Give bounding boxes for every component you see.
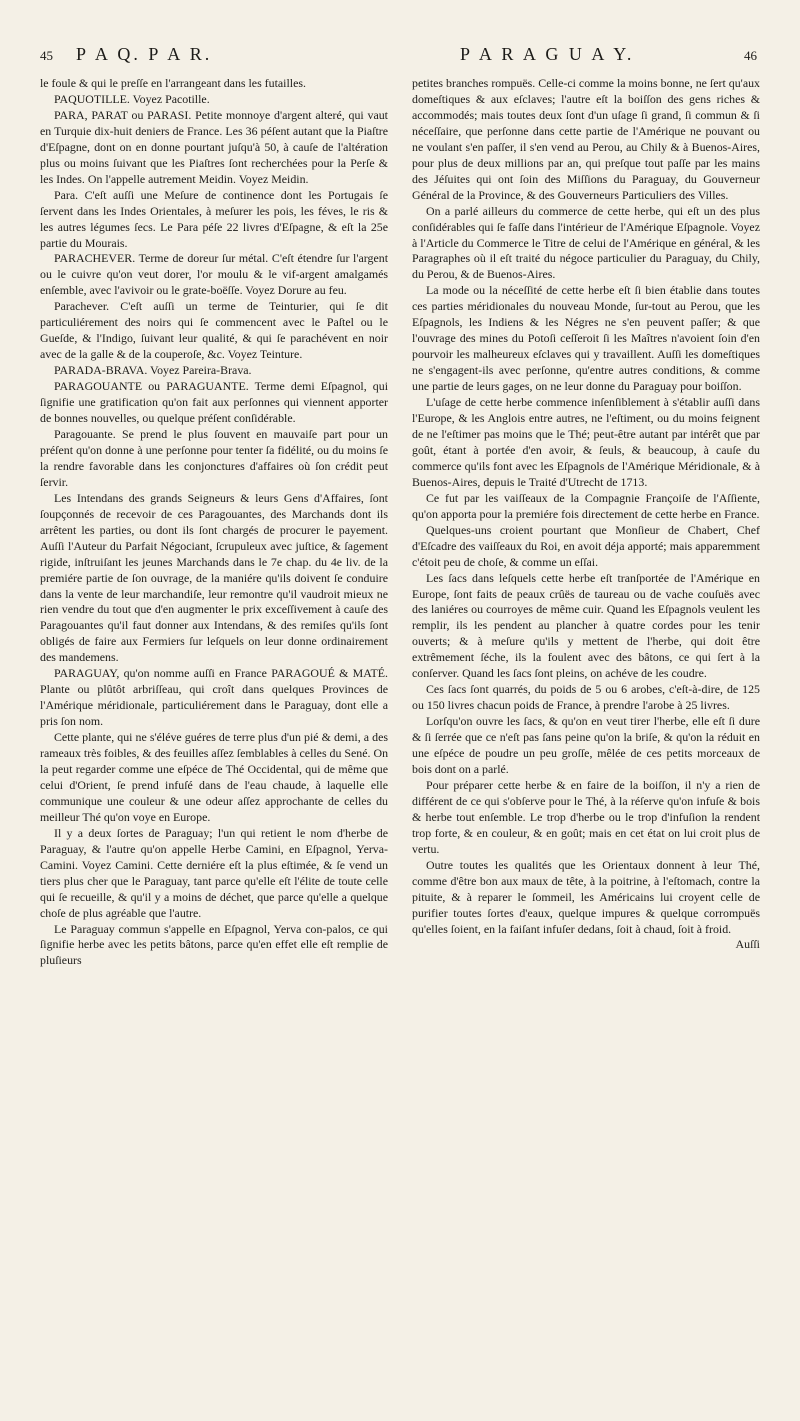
left-column: [40, 76, 388, 1408]
paragraph: Quelques-uns croient pourtant que Monſieur de Chabert, Chef d'Eſcadre des vaiſſeaux du Roi, en avoit déja apporté; mais apparemment c'étoit peu de choſe, & comme un eſſai.: [412, 522, 760, 569]
entry-para: PARA, PARAT ou PARASI. Petite monnoye d'argent alteré, qui vaut en Turquie dix-huit deniers de France. Les 36 péſent autant que la Piaſtre d'Eſpagne, dont on en donne pourtant juſqu'à 50, à cauſe de l'altération plus ou moins ſuivant que les Piaſtres ſont recherchées pour la Perſe & les Indes. On l'appelle autrement Meidin. Voyez Meidin.: [40, 107, 388, 186]
paragraph: Outre toutes les qualités que les Orientaux donnent à leur Thé, comme d'être bon aux maux de tête, à la poitrine, à l'eſtomach, contre la pituite, & à reparer le ſommeil, les Américains lui croyent celle de purifier toutes ſortes d'eaux, quelque impures & quelque corrompuës qu'elles ſoient, en la faiſant infuſer dedans, ſoit à chaud, ſoit à froid.: [412, 857, 760, 936]
right-running-head: P A R A G U A Y.: [460, 44, 635, 64]
entry-paquotille: PAQUOTILLE. Voyez Pacotille.: [54, 91, 210, 106]
right-column: [412, 76, 760, 1408]
page-header: [0, 44, 800, 68]
right-page-number: 46: [744, 48, 757, 63]
paragraph: Cette plante, qui ne s'éléve guéres de terre plus d'un pié & demi, a des rameaux très foibles, & des feuilles aſſez ſemblables à celles du Sené. On la peut regarder comme une eſpéce de Thé Occidental, qui de même que celui d'Orient, ſe prend infuſé dans de l'eau chaude, à laquelle elle communique une couleur & une odeur aſſez approchante de celles du meilleur Thé qu'on voye en Europe.: [40, 730, 388, 824]
entry-parada-brava: PARADA-BRAVA. Voyez Pareira-Brava.: [54, 363, 252, 378]
paragraph: petites branches rompuës. Celle-ci comme la moins bonne, ne ſert qu'aux domeſtiques & aux eſclaves; l'autre eſt la boiſſon des gens riches & accommodés; mais toutes deux ſont d'un uſage ſi grand, ſi commun & ſi néceſſaire, que perſonne dans cette partie de l'Amérique ne pouvant ou ne voulant s'en paſſer, il s'en vend au Perou, au Chily & à Buenos-Aires, pour plus de deux millions par an, qui preſque tout paſſe par les mains des Jéſuites qui ont ſoin des Miſſions du Paraguay, du Gouverneur Général de la Province, & des Gouverneurs Particuliers des Villes.: [412, 76, 760, 202]
paragraph: Ce fut par les vaiſſeaux de la Compagnie Françoiſe de l'Aſſiente, qu'on apporta pour la premiére fois directement de cette herbe en France.: [412, 490, 760, 521]
paragraph: La mode ou la néceſſité de cette herbe eſt ſi bien établie dans toutes ces parties méridionales du nouveau Monde, ſur-tout au Perou, que les Eſpagnols, les Indiens & les Négres ne s'en peuvent paſſer; & que l'ouvrage des mines du Potoſi ceſſeroit ſi les Maîtres n'avoient ſoin d'en pourvoir les malheureux eſclaves qui y travaillent. Auſſi les domeſtiques ne s'engagent-ils avec perſonne, qu'entre autres conditions, & comme une partie de leurs gages, on ne leur donne du Paraguay pour boiſſon.: [412, 283, 760, 394]
paragraph: Para. C'eſt auſſi une Meſure de continence dont les Portugais ſe ſervent dans les Indes Orientales, à meſurer les pois, les féves, le ris & les autres légumes ſecs. Le Para péſe 22 livres d'Eſpagne, & eſt la 25e partie du Mourais.: [40, 187, 388, 250]
paragraph: Lorſqu'on ouvre les ſacs, & qu'on en veut tirer l'herbe, elle eſt ſi dure & ſi ſerrée que ce n'eſt pas ſans peine qu'on la briſe, & qu'on la réduit en une eſpéce de poudre un peu groſſe, mêlée de ces petits morceaux de bois dont on a parlé.: [412, 714, 760, 776]
entry-paragouante: PARAGOUANTE ou PARAGUANTE. Terme demi Eſpagnol, qui ſignifie une gratification qu'on fait aux perſonnes qui viennent apporter de bonnes nouvelles, ou quelque préſent conſidérable.: [40, 379, 388, 426]
paragraph: Les ſacs dans leſquels cette herbe eſt tranſportée de l'Amérique en Europe, ſont faits de peaux crûës de taureau ou de vache couſuës avec des laniéres ou courroyes de même cuir. Quand les Eſpagnols veulent les remplir, ils les pendent au plancher à quatre cordes pour les tenir ouverts; & à meſure qu'ils y mettent de l'herbe, qui doit être extrêmement ſéche, ils la foulent avec des bâtons, ce qui ſert à la conſerver. Quand les ſacs ſont pleins, on achéve de les coudre.: [412, 570, 760, 681]
paragraph: Ces ſacs ſont quarrés, du poids de 5 ou 6 arobes, c'eſt-à-dire, de 125 ou 150 livres chacun poids de France, à prendre l'arobe à 25 livres.: [412, 682, 760, 713]
paragraph: On a parlé ailleurs du commerce de cette herbe, qui eſt un des plus conſidérables qui ſe faſſe dans l'intérieur de l'Amérique Eſpagnole. Voyez à l'Article du Commerce le Titre de celui de l'Amérique en général, & les Paragraphes où il eſt traité du négoce particulier du Paraguay, du Chily, du Perou, & de Buenos-Aires.: [412, 203, 760, 282]
catchword: Auſſi: [735, 937, 760, 952]
entry-paraguay: PARAGUAY, qu'on nomme auſſi en France PARAGOUÉ & MATÉ. Plante ou plûtôt arbriſſeau, qui croît dans quelques Provinces de l'Amérique méridionale, particuliérement dans le Paraguay, dont elle a pris ſon nom.: [40, 666, 388, 729]
entry-parachever: PARACHEVER. Terme de doreur ſur métal. C'eſt étendre ſur l'argent ou le cuivre qu'on veut dorer, l'or moulu & le vif-argent amalgamés enſemble, avec l'avivoir ou le grate-boëſſe. Voyez Dorure au feu.: [40, 251, 388, 298]
paragraph: Pour préparer cette herbe & en faire de la boiſſon, il n'y a rien de différent de ce qui s'obſerve pour le Thé, à la réſerve qu'on infuſe & bois & herbe tout enſemble. Le trop d'herbe ou le trop d'infuſion la rendent trop forte, & en couleur, & en goût; mais en cet état on lui croit plus de vertu.: [412, 777, 760, 856]
paragraph: Paragouante. Se prend le plus ſouvent en mauvaiſe part pour un préſent qu'on donne à une perſonne pour tenter ſa fidélité, ou du moins ſe la rendre favorable dans les conjonctures d'affaires où ſon crédit peut ſervir.: [40, 426, 388, 489]
paragraph: le foule & qui le preſſe en l'arrangeant dans les futailles.: [40, 76, 306, 90]
paragraph: Parachever. C'eſt auſſi un terme de Teinturier, qui ſe dit particuliérement des noirs qui ſe commencent avec le Paſtel ou le Gueſde, & l'Indigo, ſuivant leur qualité, & qui ſe parachévent en noir avec de la galle & de la couperoſe, &c. Voyez Teinture.: [40, 299, 388, 362]
left-page-number: 45: [40, 48, 53, 63]
paragraph: Il y a deux ſortes de Paraguay; l'un qui retient le nom d'herbe de Paraguay, & l'autre qu'on appelle Herbe Camini, en Eſpagnol, Yerva-Camini. Voyez Camini. Cette derniére eſt la plus eſtimée, & ſe vend un tiers plus cher que le Paraguay, tant parce qu'elle eſt l'élite de toute celle qui ſe recueille, & qu'il y a moins de déchet, que parce qu'elle a quelque choſe de plus agréable que l'autre.: [40, 825, 388, 920]
paragraph: L'uſage de cette herbe commence inſenſiblement à s'établir auſſi dans l'Europe, & les Anglois entre autres, ne l'eſtiment, ou du moins feignent de ne l'eſtimer pas moins que le Thé; peut-être autant par intérêt que par goût, étant à portée d'en avoir, & ſeuls, & beaucoup, à cauſe du commerce qu'ils font avec les Eſpagnols de l'Amérique Méridionale, & à Buenos-Aires, depuis le Traité d'Utrecht de 1713.: [412, 395, 760, 489]
paragraph: Les Intendans des grands Seigneurs & leurs Gens d'Affaires, ſont ſoupçonnés de recevoir de ces Paragouantes, des Marchands dont ils arrêtent les parties, ou dont ils ſont chargés de procurer le payement. Auſſi l'Auteur du Parfait Négociant, ſcrupuleux avec juſtice, & ſagement rigide, inſtruiſant les jeunes Marchands dans le 7e chap. du 4e liv. de la premiére partie de ſon ouvrage, de la maniére qu'ils doivent ſe conduire dans la vente de leur marchandiſe, leur remontre qu'il vaudroit mieux ne rien vendre du tout que d'en augmenter le prix exceſſivement à cauſe des Paragouantes qu'il faut donner aux Intendans, & des remiſes qu'ils ſont obligés de faire aux Fermiers ſur leſquels on leur donne ordinairement des mandemens.: [40, 490, 388, 665]
left-running-head: P A Q. P A R.: [76, 44, 213, 64]
paragraph: Le Paraguay commun s'appelle en Eſpagnol, Yerva con-palos, ce qui ſignifie herbe avec les petits bâtons, parce qu'en effet elle eſt remplie de pluſieurs: [40, 921, 388, 968]
